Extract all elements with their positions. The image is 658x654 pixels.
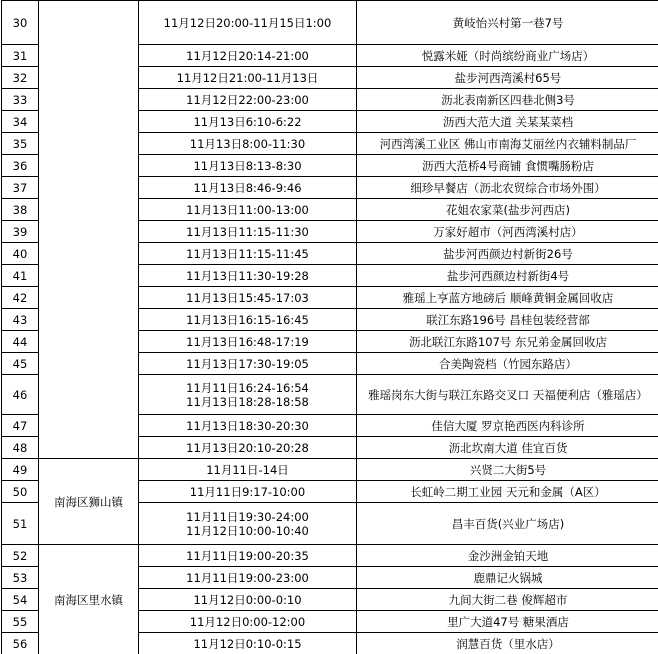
time-line: 11月12日21:00-11月13日 xyxy=(176,70,319,85)
time-line: 11月13日17:30-19:05 xyxy=(186,356,309,371)
row-number: 37 xyxy=(2,177,39,199)
time-cell xyxy=(139,459,357,481)
place-cell: 长虹岭二期工业园 天元和金属（A区） xyxy=(357,481,658,503)
time-line: 11月13日20:10-20:28 xyxy=(186,440,309,455)
place-cell: 雅瑶岗东大街与联江东路交叉口 天福便利店（雅瑶店） xyxy=(357,375,658,415)
time-line: 11月13日11:15-11:30 xyxy=(186,224,309,239)
time-line: 11月12日20:14-21:00 xyxy=(186,48,309,63)
row-number: 54 xyxy=(2,589,39,611)
place-cell: 佳信大厦 罗京艳西医内科诊所 xyxy=(357,415,658,437)
place-cell: 细珍早餐店（沥北农贸综合市场外围） xyxy=(357,177,658,199)
row-number: 53 xyxy=(2,567,39,589)
location-table xyxy=(1,0,658,654)
place-cell: 万家好超市（河西湾溪村店） xyxy=(357,221,658,243)
time-cell xyxy=(139,331,357,353)
place-cell: 沥西大范大道 关某某菜档 xyxy=(357,111,658,133)
place-cell: 合美陶瓷档（竹园东路店） xyxy=(357,353,658,375)
time-line: 11月12日22:00-23:00 xyxy=(186,92,309,107)
time-cell xyxy=(139,611,357,633)
place-cell: 润慧百货（里水店） xyxy=(357,633,658,654)
row-number: 49 xyxy=(2,459,39,481)
place-cell: 盐步河西湾溪村65号 xyxy=(357,67,658,89)
place-cell: 金沙洲金铂天地 xyxy=(357,545,658,567)
time-cell xyxy=(139,89,357,111)
time-line: 11月11日19:00-20:35 xyxy=(186,548,309,563)
time-line: 11月13日11:15-11:45 xyxy=(186,246,309,261)
place-cell: 盐步河西颜边村新街4号 xyxy=(357,265,658,287)
time-line: 11月13日8:46-9:46 xyxy=(193,180,302,195)
time-cell xyxy=(139,155,357,177)
time-line: 11月13日16:15-16:45 xyxy=(186,312,309,327)
time-cell xyxy=(139,199,357,221)
row-number: 40 xyxy=(2,243,39,265)
row-number: 42 xyxy=(2,287,39,309)
time-cell xyxy=(139,243,357,265)
row-number: 44 xyxy=(2,331,39,353)
row-number: 46 xyxy=(2,375,39,415)
place-cell: 里广大道47号 糖果酒店 xyxy=(357,611,658,633)
place-cell: 沥北坎南大道 佳宜百货 xyxy=(357,437,658,459)
table-row xyxy=(2,545,658,567)
time-line: 11月11日19:30-24:00 xyxy=(186,509,309,524)
row-number: 43 xyxy=(2,309,39,331)
row-number: 45 xyxy=(2,353,39,375)
time-line: 11月13日16:48-17:19 xyxy=(186,334,309,349)
place-cell: 盐步河西颜边村新街26号 xyxy=(357,243,658,265)
time-cell xyxy=(139,589,357,611)
row-number: 41 xyxy=(2,265,39,287)
location-table-body xyxy=(2,1,658,654)
row-number: 47 xyxy=(2,415,39,437)
row-number: 35 xyxy=(2,133,39,155)
table-row xyxy=(2,1,658,45)
district-cell: 南海区里水镇 xyxy=(39,545,139,654)
row-number: 32 xyxy=(2,67,39,89)
time-cell xyxy=(139,67,357,89)
row-number: 48 xyxy=(2,437,39,459)
row-number: 51 xyxy=(2,503,39,545)
time-line: 11月12日0:00-12:00 xyxy=(189,614,306,629)
place-cell: 黄岐怡兴村第一巷7号 xyxy=(357,1,658,45)
time-line: 11月13日11:30-19:28 xyxy=(186,268,309,283)
place-cell: 九间大街二巷 俊辉超市 xyxy=(357,589,658,611)
time-line: 11月11日-14日 xyxy=(206,462,289,477)
row-number: 50 xyxy=(2,481,39,503)
place-cell: 沥西大范桥4号商铺 食惯嘴肠粉店 xyxy=(357,155,658,177)
row-number: 36 xyxy=(2,155,39,177)
row-number: 56 xyxy=(2,633,39,654)
row-number: 55 xyxy=(2,611,39,633)
place-cell: 鹿鼎记火锅城 xyxy=(357,567,658,589)
time-cell xyxy=(139,309,357,331)
time-line: 11月13日18:30-20:30 xyxy=(186,418,309,433)
row-number: 30 xyxy=(2,1,39,45)
place-cell: 悦露米娅（时尚缤纷商业广场店） xyxy=(357,45,658,67)
place-cell: 河西湾溪工业区 佛山市南海艾丽丝内衣辅料制品厂 xyxy=(357,133,658,155)
time-line: 11月12日0:10-0:15 xyxy=(193,636,302,651)
time-cell xyxy=(139,481,357,503)
place-cell: 花姐农家菜(盐步河西店) xyxy=(357,199,658,221)
time-line: 11月11日19:00-23:00 xyxy=(186,570,309,585)
row-number: 31 xyxy=(2,45,39,67)
time-cell xyxy=(139,503,357,545)
place-cell: 沥北联江东路107号 东兄弟金属回收店 xyxy=(357,331,658,353)
place-cell: 兴贤二大街5号 xyxy=(357,459,658,481)
time-cell xyxy=(139,45,357,67)
time-line: 11月11日9:17-10:00 xyxy=(189,484,306,499)
time-line: 11月12日0:00-0:10 xyxy=(193,592,302,607)
row-number: 39 xyxy=(2,221,39,243)
time-line: 11月12日10:00-10:40 xyxy=(186,523,309,538)
row-number: 33 xyxy=(2,89,39,111)
table-row xyxy=(2,459,658,481)
row-number: 34 xyxy=(2,111,39,133)
time-line: 11月13日6:10-6:22 xyxy=(193,114,302,129)
time-cell xyxy=(139,633,357,654)
row-number: 52 xyxy=(2,545,39,567)
time-cell xyxy=(139,353,357,375)
district-cell: 南海区狮山镇 xyxy=(39,459,139,545)
time-line: 11月11日16:24-16:54 xyxy=(186,380,309,395)
time-cell xyxy=(139,221,357,243)
time-line: 11月12日20:00-11月15日1:00 xyxy=(163,15,332,30)
time-cell xyxy=(139,177,357,199)
time-cell xyxy=(139,287,357,309)
place-cell: 联江东路196号 昌桂包装经营部 xyxy=(357,309,658,331)
time-line: 11月13日18:28-18:58 xyxy=(186,394,309,409)
row-number: 38 xyxy=(2,199,39,221)
time-cell xyxy=(139,545,357,567)
place-cell: 昌丰百货(兴业广场店) xyxy=(357,503,658,545)
time-line: 11月13日15:45-17:03 xyxy=(186,290,309,305)
time-cell xyxy=(139,415,357,437)
time-cell xyxy=(139,265,357,287)
time-cell xyxy=(139,133,357,155)
time-cell xyxy=(139,1,357,45)
time-cell xyxy=(139,567,357,589)
district-cell xyxy=(39,1,139,459)
place-cell: 雅瑶上亨蓝方地磅后 顺峰黄铜金属回收店 xyxy=(357,287,658,309)
time-line: 11月13日11:00-13:00 xyxy=(186,202,309,217)
place-cell: 沥北表南新区四巷北侧3号 xyxy=(357,89,658,111)
time-line: 11月13日8:13-8:30 xyxy=(193,158,302,173)
time-cell xyxy=(139,375,357,415)
time-line: 11月13日8:00-11:30 xyxy=(189,136,306,151)
time-cell xyxy=(139,437,357,459)
time-cell xyxy=(139,111,357,133)
